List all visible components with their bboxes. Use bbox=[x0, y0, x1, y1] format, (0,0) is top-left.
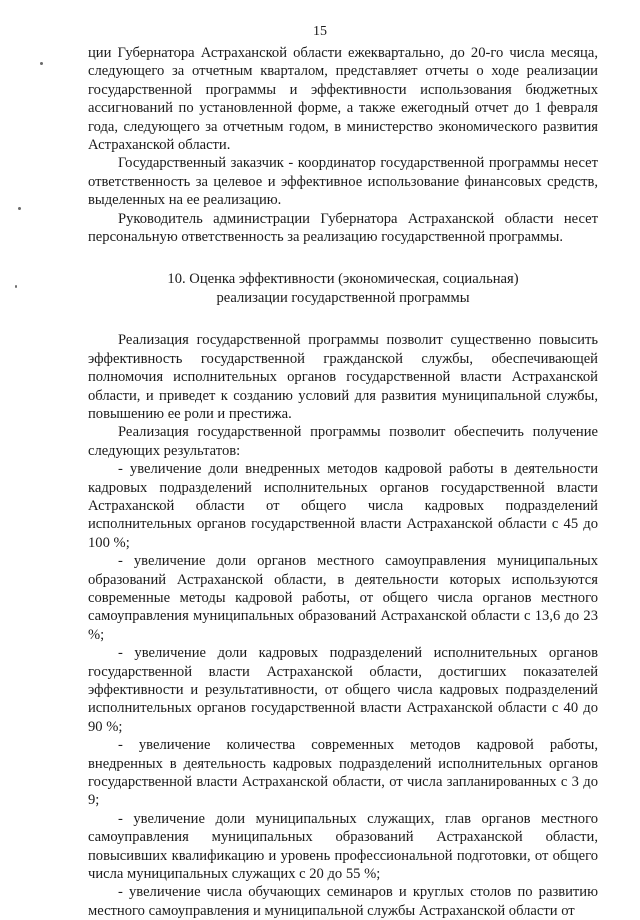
list-item: - увеличение числа обучающих семинаров и круглых столов по развитию местного самоуправления и муниципальной службы Астраханской области от bbox=[88, 884, 598, 919]
list-item: - увеличение доли кадровых подразделений исполнительных органов государственной власти Астраханской области, достигших показателей эффективности и результативности, от общего числа кадровых подразделений исполнительных органов государственной власти Астраханской области с 40 до 90 %; bbox=[88, 645, 598, 735]
scan-speck bbox=[18, 207, 21, 210]
scan-speck bbox=[40, 62, 43, 65]
paragraph: Государственный заказчик - координатор государственной программы несет ответственность за целевое и эффективное использование финансовых средств, выделенных на ее реализацию. bbox=[88, 155, 598, 209]
paragraph: Руководитель администрации Губернатора Астраханской области несет персональную ответственность за реализацию государственной программы. bbox=[88, 210, 598, 246]
section-heading-line: 10. Оценка эффективности (экономическая, социальная) bbox=[167, 271, 519, 288]
paragraph: Реализация государственной программы позволит существенно повысить эффективность государственной гражданской службы, обеспечивающей полномочия исполнительных органов государственной власти Астраханской области, и приведет к созданию условий для развития муниципальной службы, повышению ее роли и престижа. bbox=[88, 332, 598, 422]
section-heading bbox=[88, 270, 598, 307]
document-body bbox=[88, 44, 598, 920]
scan-speck bbox=[15, 285, 17, 288]
paragraph: Реализация государственной программы позволит обеспечить получение следующих результатов: bbox=[88, 424, 598, 459]
list-item: - увеличение доли внедренных методов кадровой работы в деятельности кадровых подразделений исполнительных органов государственной власти Астраханской области от общего числа кадровых подразделений исполнительных органов государственной власти Астраханской области с 45 до 100 %; bbox=[88, 461, 598, 551]
page-number: 15 bbox=[313, 24, 327, 39]
section-heading-line: реализации государственной программы bbox=[216, 289, 470, 306]
paragraph: ции Губернатора Астраханской области ежеквартально, до 20-го числа месяца, следующего за отчетным кварталом, представляет отчеты о ходе реализации государственной программы и эффективности использования бюджетных ассигнований по установленной форме, а также ежегодный отчет до 1 февраля года, следующего за отчетным годом, в министерство экономического развития Астраханской области. bbox=[88, 45, 598, 154]
list-item: - увеличение количества современных методов кадровой работы, внедренных в деятельность кадровых подразделений исполнительных органов государственной власти Астраханской области, от числа запланированных с 3 до 9; bbox=[88, 737, 598, 809]
list-item: - увеличение доли муниципальных служащих, глав органов местного самоуправления муниципальных образований Астраханской области, повысивших квалификацию и уровень профессиональной подготовки, от общего числа муниципальных служащих с 20 до 55 %; bbox=[88, 810, 598, 883]
list-item: - увеличение доли органов местного самоуправления муниципальных образований Астраханской области, в деятельности которых используются современные методы кадровой работы, от общего числа органов местного самоуправления муниципальных образований Астраханской области с 13,6 до 23 %; bbox=[88, 553, 598, 643]
